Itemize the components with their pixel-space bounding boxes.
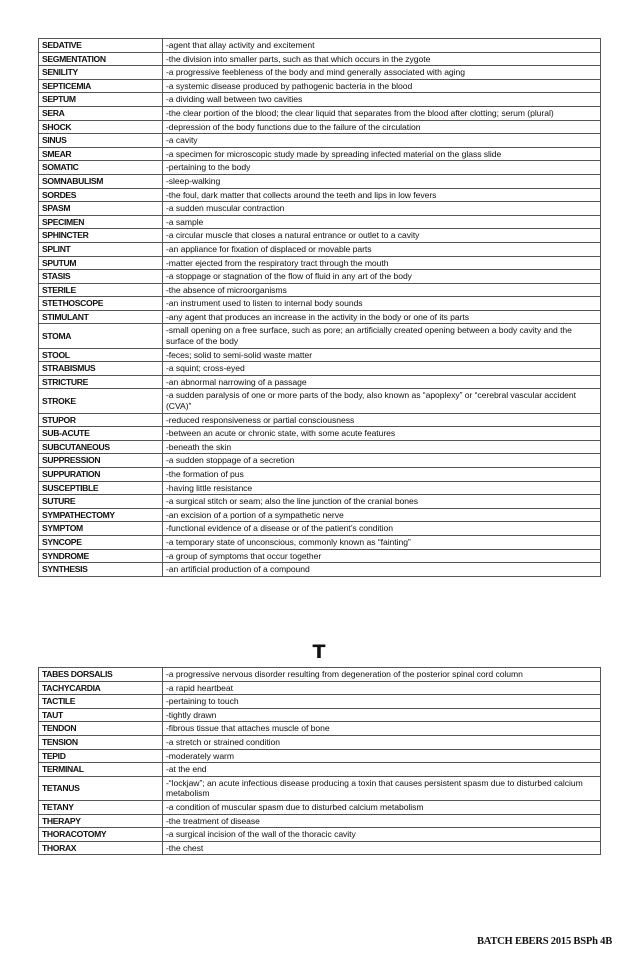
glossary-definition: -any agent that produces an increase in the activity in the body or one of its parts [163,310,601,324]
glossary-definition: -an appliance for fixation of displaced or movable parts [163,242,601,256]
glossary-term: SEPTUM [39,93,163,107]
glossary-definition: -fibrous tissue that attaches muscle of bone [163,722,601,736]
glossary-definition: -a progressive nervous disorder resulting from degeneration of the posterior spinal cord column [163,668,601,682]
glossary-term: SYMPATHECTOMY [39,508,163,522]
glossary-term: SEPTICEMIA [39,79,163,93]
glossary-definition: -an instrument used to listen to internal body sounds [163,297,601,311]
glossary-definition: -pertaining to touch [163,695,601,709]
glossary-body-s [39,39,601,577]
glossary-row [39,147,601,161]
glossary-row [39,310,601,324]
glossary-row [39,242,601,256]
glossary-definition: -reduced responsiveness or partial consciousness [163,413,601,427]
glossary-definition: -a temporary state of unconscious, commonly known as “fainting” [163,535,601,549]
glossary-term: STOMA [39,324,163,348]
glossary-row [39,454,601,468]
glossary-row [39,413,601,427]
glossary-term: SPECIMEN [39,215,163,229]
glossary-row [39,106,601,120]
glossary-term: TABES DORSALIS [39,668,163,682]
glossary-term: TAUT [39,708,163,722]
glossary-definition: -between an acute or chronic state, with some acute features [163,427,601,441]
glossary-term: SPHINCTER [39,229,163,243]
glossary-term: TACHYCARDIA [39,681,163,695]
glossary-row [39,389,601,413]
glossary-term: STROKE [39,389,163,413]
glossary-term: SINUS [39,134,163,148]
glossary-term: SMEAR [39,147,163,161]
glossary-row [39,776,601,800]
glossary-definition: -functional evidence of a disease or of the patient’s condition [163,522,601,536]
glossary-row [39,508,601,522]
glossary-term: STRICTURE [39,375,163,389]
glossary-row [39,93,601,107]
glossary-definition: -the clear portion of the blood; the clear liquid that separates from the blood after clotting; serum (plural) [163,106,601,120]
glossary-row [39,52,601,66]
glossary-definition: -the chest [163,841,601,855]
glossary-definition: -a specimen for microscopic study made by spreading infected material on the glass slide [163,147,601,161]
glossary-row [39,188,601,202]
glossary-row [39,39,601,53]
glossary-definition: -a surgical incision of the wall of the thoracic cavity [163,828,601,842]
glossary-term: SEDATIVE [39,39,163,53]
glossary-row [39,563,601,577]
glossary-row [39,814,601,828]
glossary-definition: -small opening on a free surface, such as pore; an artificially created opening between a body cavity and the surface of the body [163,324,601,348]
glossary-term: STUPOR [39,413,163,427]
glossary-row [39,841,601,855]
glossary-row [39,763,601,777]
glossary-row [39,134,601,148]
glossary-row [39,708,601,722]
glossary-term: SUSCEPTIBLE [39,481,163,495]
glossary-definition: -an abnormal narrowing of a passage [163,375,601,389]
glossary-term: THERAPY [39,814,163,828]
glossary-body-t [39,668,601,855]
glossary-row [39,427,601,441]
glossary-definition: -a cavity [163,134,601,148]
glossary-row [39,79,601,93]
glossary-definition: -a dividing wall between two cavities [163,93,601,107]
glossary-row [39,828,601,842]
glossary-row [39,722,601,736]
glossary-definition: -a rapid heartbeat [163,681,601,695]
glossary-definition: -a squint; cross-eyed [163,362,601,376]
glossary-row [39,535,601,549]
glossary-row [39,495,601,509]
glossary-definition: -“lockjaw”; an acute infectious disease producing a toxin that causes persistent spasm due to disturbed calcium metabolism [163,776,601,800]
glossary-term: STASIS [39,270,163,284]
section-letter-t: T [312,641,326,663]
glossary-row [39,174,601,188]
glossary-definition: -a circular muscle that closes a natural entrance or outlet to a cavity [163,229,601,243]
glossary-definition: -sleep-walking [163,174,601,188]
glossary-term: TETANY [39,800,163,814]
glossary-row [39,362,601,376]
glossary-definition: -matter ejected from the respiratory tract through the mouth [163,256,601,270]
glossary-term: STRABISMUS [39,362,163,376]
glossary-definition: -a sample [163,215,601,229]
glossary-row [39,681,601,695]
glossary-term: SUTURE [39,495,163,509]
glossary-term: SOMNABULISM [39,174,163,188]
glossary-term: SENILITY [39,66,163,80]
glossary-row [39,202,601,216]
glossary-term: SPASM [39,202,163,216]
glossary-row [39,800,601,814]
glossary-definition: -the division into smaller parts, such as that which occurs in the zygote [163,52,601,66]
glossary-definition: -having little resistance [163,481,601,495]
glossary-definition: -moderately warm [163,749,601,763]
glossary-definition: -a progressive feebleness of the body and mind generally associated with aging [163,66,601,80]
glossary-term: TEPID [39,749,163,763]
glossary-term: STIMULANT [39,310,163,324]
glossary-row [39,468,601,482]
glossary-term: SERA [39,106,163,120]
glossary-definition: -an artificial production of a compound [163,563,601,577]
glossary-definition: -tightly drawn [163,708,601,722]
glossary-row [39,668,601,682]
glossary-definition: -a sudden stoppage of a secretion [163,454,601,468]
glossary-term: SUBCUTANEOUS [39,440,163,454]
glossary-row [39,522,601,536]
glossary-term: SYNCOPE [39,535,163,549]
glossary-row [39,324,601,348]
glossary-definition: -feces; solid to semi-solid waste matter [163,348,601,362]
glossary-definition: -the foul, dark matter that collects around the teeth and lips in low fevers [163,188,601,202]
glossary-definition: -a sudden paralysis of one or more parts of the body, also known as “apoplexy” or “cerebral vascular accident (CVA)” [163,389,601,413]
glossary-term: SHOCK [39,120,163,134]
glossary-definition: -pertaining to the body [163,161,601,175]
glossary-definition: -an excision of a portion of a sympathetic nerve [163,508,601,522]
glossary-row [39,348,601,362]
glossary-term: TENDON [39,722,163,736]
glossary-definition: -agent that allay activity and excitement [163,39,601,53]
glossary-term: SUPPRESSION [39,454,163,468]
glossary-definition: -the formation of pus [163,468,601,482]
glossary-row [39,215,601,229]
glossary-definition: -a group of symptoms that occur together [163,549,601,563]
glossary-row [39,749,601,763]
glossary-term: TENSION [39,735,163,749]
glossary-definition: -at the end [163,763,601,777]
glossary-term: SORDES [39,188,163,202]
glossary-definition: -a surgical stitch or seam; also the line junction of the cranial bones [163,495,601,509]
glossary-term: THORACOTOMY [39,828,163,842]
glossary-row [39,549,601,563]
glossary-definition: -the treatment of disease [163,814,601,828]
glossary-row [39,297,601,311]
glossary-term: SOMATIC [39,161,163,175]
glossary-row [39,735,601,749]
glossary-definition: -a condition of muscular spasm due to disturbed calcium metabolism [163,800,601,814]
glossary-row [39,283,601,297]
glossary-row [39,440,601,454]
glossary-definition: -a sudden muscular contraction [163,202,601,216]
glossary-row [39,120,601,134]
glossary-row [39,695,601,709]
glossary-definition: -a stoppage or stagnation of the flow of fluid in any art of the body [163,270,601,284]
glossary-row [39,481,601,495]
glossary-term: SPLINT [39,242,163,256]
glossary-table-t [38,667,601,855]
glossary-row [39,66,601,80]
glossary-row [39,229,601,243]
glossary-term: SYMPTOM [39,522,163,536]
glossary-term: SYNTHESIS [39,563,163,577]
glossary-definition: -depression of the body functions due to the failure of the circulation [163,120,601,134]
glossary-row [39,270,601,284]
glossary-term: THORAX [39,841,163,855]
glossary-term: STETHOSCOPE [39,297,163,311]
glossary-term: TETANUS [39,776,163,800]
glossary-term: STERILE [39,283,163,297]
glossary-definition: -the absence of microorganisms [163,283,601,297]
glossary-row [39,375,601,389]
glossary-term: STOOL [39,348,163,362]
glossary-term: SYNDROME [39,549,163,563]
glossary-term: SUB-ACUTE [39,427,163,441]
glossary-term: SUPPURATION [39,468,163,482]
glossary-row [39,161,601,175]
glossary-table-s [38,38,601,577]
footer-credit: BATCH EBERS 2015 BSPh 4B [476,936,612,947]
glossary-term: TACTILE [39,695,163,709]
glossary-term: SPUTUM [39,256,163,270]
glossary-definition: -a systemic disease produced by pathogenic bacteria in the blood [163,79,601,93]
glossary-term: TERMINAL [39,763,163,777]
glossary-row [39,256,601,270]
glossary-definition: -beneath the skin [163,440,601,454]
glossary-term: SEGMENTATION [39,52,163,66]
glossary-definition: -a stretch or strained condition [163,735,601,749]
